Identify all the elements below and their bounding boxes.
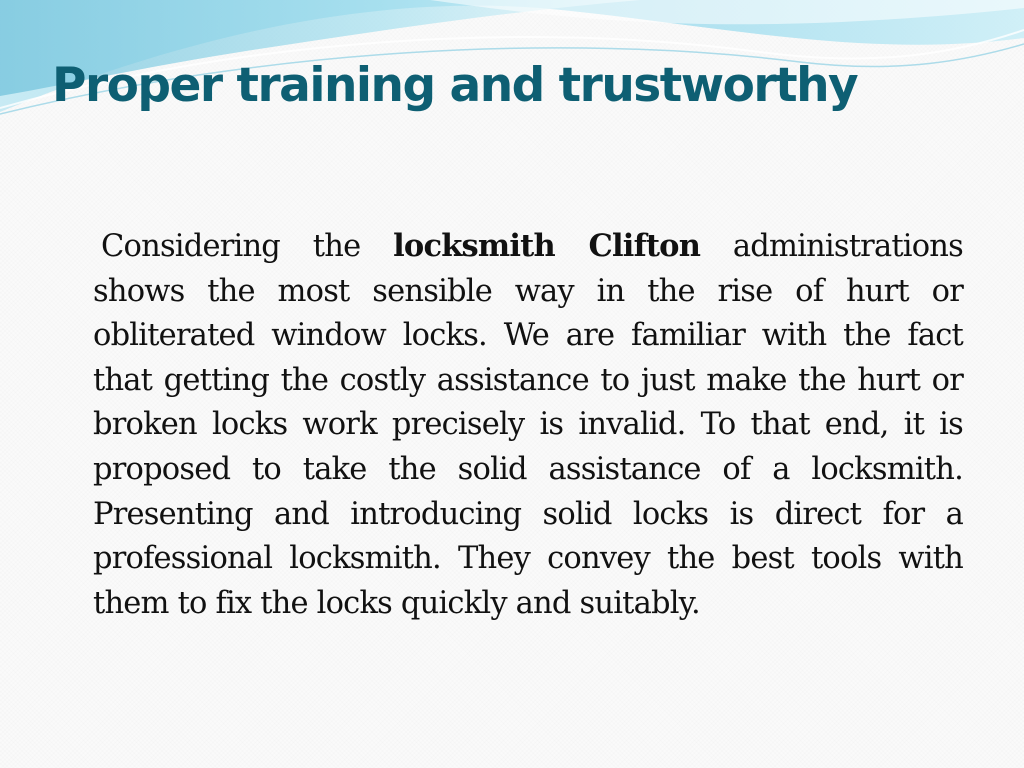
body-paragraph (93, 224, 963, 626)
slide-title: Proper training and trustworthy (52, 58, 858, 113)
paragraph-rest: administrations shows the most sensible way in the rise of hurt or obliterated window locks. We are familiar with the fact that getting the costly assistance to just make the hurt or broken locks work precisely is invalid. To that end, it is proposed to take the solid assistance of a locksmith. Presenting and introducing solid locks is direct for a professional locksmith. They convey the best tools with them to fix the locks quickly and suitably. (93, 229, 963, 621)
paragraph-emphasis: locksmith Clifton (393, 228, 701, 264)
paragraph-lead: Considering the (101, 229, 394, 264)
